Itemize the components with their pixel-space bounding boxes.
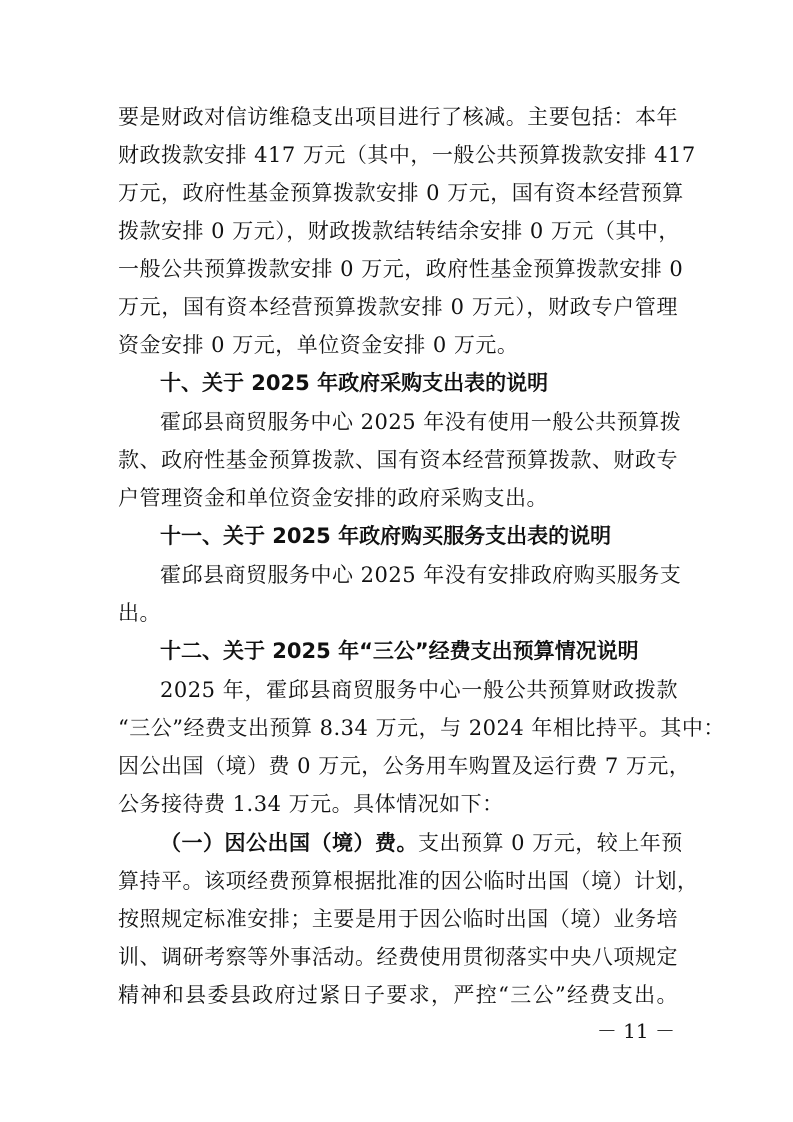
section-heading-11: 十一、关于 2025 年政府购买服务支出表的说明 (160, 524, 612, 548)
p1-line-1: 要是财政对信访维稳支出项目进行了核减。主要包括：本年 (118, 105, 678, 129)
p1-line-7: 资金安排 0 万元，单位资金安排 0 万元。 (118, 333, 519, 357)
section-heading-10: 十、关于 2025 年政府采购支出表的说明 (160, 371, 549, 395)
p5-lead-bold: （一）因公出国（境）费。 (160, 831, 418, 855)
p4-line-4: 公务接待费 1.34 万元。具体情况如下： (118, 792, 504, 816)
p4-line-2: “三公”经费支出预算 8.34 万元，与 2024 年相比持平。其中： (118, 716, 725, 740)
p5-first-rest: 支出预算 0 万元，较上年预 (418, 831, 683, 855)
p1-line-6: 万元，国有资本经营预算拨款安排 0 万元），财政专户管理 (118, 295, 678, 319)
p4-line-1: 2025 年，霍邱县商贸服务中心一般公共预算财政拨款 (160, 678, 678, 702)
p2-line-2: 款、政府性基金预算拨款、国有资本经营预算拨款、财政专 (118, 448, 678, 472)
p5-line-4: 训、调研考察等外事活动。经费使用贯彻落实中央八项规定 (118, 945, 678, 969)
p5-line-1 (160, 824, 683, 862)
page-number: － 11 － (596, 1019, 675, 1043)
p3-line-1: 霍邱县商贸服务中心 2025 年没有安排政府购买服务支 (160, 563, 682, 587)
p5-line-3: 按照规定标准安排；主要是用于因公临时出国（境）业务培 (118, 907, 678, 931)
p1-line-4: 拨款安排 0 万元），财政拨款结转结余安排 0 万元（其中， (118, 219, 680, 243)
p1-line-5: 一般公共预算拨款安排 0 万元，政府性基金预算拨款安排 0 (118, 257, 684, 281)
p2-line-3: 户管理资金和单位资金安排的政府采购支出。 (118, 486, 548, 510)
p3-line-2: 出。 (118, 601, 161, 625)
p5-line-2: 算持平。该项经费预算根据批准的因公临时出国（境）计划， (118, 869, 699, 893)
p5-line-5: 精神和县委县政府过紧日子要求，严控“三公”经费支出。 (118, 983, 678, 1007)
p1-line-3: 万元，政府性基金预算拨款安排 0 万元，国有资本经营预算 (118, 181, 684, 205)
p1-line-2: 财政拨款安排 417 万元（其中，一般公共预算拨款安排 417 (118, 143, 696, 167)
p2-line-1: 霍邱县商贸服务中心 2025 年没有使用一般公共预算拨 (160, 410, 682, 434)
p4-line-3: 因公出国（境）费 0 万元，公务用车购置及运行费 7 万元， (118, 754, 691, 778)
section-heading-12: 十二、关于 2025 年“三公”经费支出预算情况说明 (160, 639, 639, 663)
